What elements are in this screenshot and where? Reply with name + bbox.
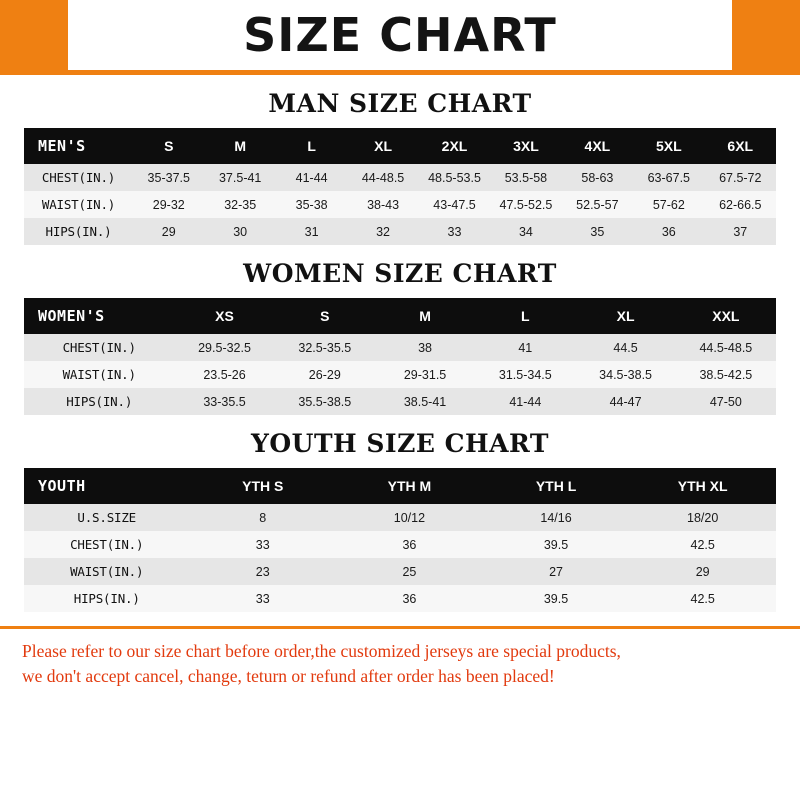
col-header: 4XL — [562, 128, 633, 164]
col-header: YTH S — [189, 468, 336, 504]
table-cell: 26-29 — [275, 361, 375, 388]
women-size-table — [24, 298, 776, 415]
table-cell: 37 — [705, 218, 776, 245]
table-cell: 10/12 — [336, 504, 483, 531]
col-header: MEN'S — [24, 128, 133, 164]
table-row — [24, 585, 776, 612]
col-header: 3XL — [490, 128, 561, 164]
footer-note-line-2: we don't accept cancel, change, teturn or refund after order has been placed! — [22, 666, 555, 687]
table-cell: 33 — [189, 531, 336, 558]
table-cell: 23.5-26 — [174, 361, 274, 388]
table-cell: 8 — [189, 504, 336, 531]
col-header: WOMEN'S — [24, 298, 174, 334]
section-title-youth: YOUTH SIZE CHART — [251, 429, 549, 458]
table-cell: 34.5-38.5 — [575, 361, 675, 388]
table-cell: 33 — [419, 218, 490, 245]
section-youth — [0, 429, 800, 612]
footer-note-line-1: Please refer to our size chart before order,the customized jerseys are special products, — [22, 641, 621, 661]
table-cell: 47-50 — [676, 388, 776, 415]
table-cell: 27 — [483, 558, 630, 585]
table-cell: 42.5 — [629, 585, 776, 612]
table-cell: 32.5-35.5 — [275, 334, 375, 361]
footer-note — [0, 629, 800, 690]
table-cell: 29 — [629, 558, 776, 585]
table-cell: 33 — [189, 585, 336, 612]
table-cell: 44.5-48.5 — [676, 334, 776, 361]
table-row — [24, 558, 776, 585]
table-row — [24, 334, 776, 361]
col-header: S — [133, 128, 204, 164]
col-header: 2XL — [419, 128, 490, 164]
table-cell: 32 — [347, 218, 418, 245]
table-cell: 48.5-53.5 — [419, 164, 490, 191]
table-cell: 31 — [276, 218, 347, 245]
row-header: CHEST(IN.) — [24, 164, 133, 191]
col-header: L — [276, 128, 347, 164]
table-cell: 31.5-34.5 — [475, 361, 575, 388]
table-cell: 41-44 — [276, 164, 347, 191]
row-header: HIPS(IN.) — [24, 218, 133, 245]
banner-center — [68, 0, 732, 70]
col-header: 5XL — [633, 128, 704, 164]
col-header: YOUTH — [24, 468, 189, 504]
table-cell: 67.5-72 — [705, 164, 776, 191]
table-header-row — [24, 298, 776, 334]
table-cell: 57-62 — [633, 191, 704, 218]
table-cell: 34 — [490, 218, 561, 245]
table-cell: 63-67.5 — [633, 164, 704, 191]
row-header: WAIST(IN.) — [24, 191, 133, 218]
table-row — [24, 191, 776, 218]
table-cell: 29-32 — [133, 191, 204, 218]
row-header: CHEST(IN.) — [24, 334, 174, 361]
table-cell: 36 — [336, 585, 483, 612]
table-cell: 35-37.5 — [133, 164, 204, 191]
col-header: XS — [174, 298, 274, 334]
table-cell: 23 — [189, 558, 336, 585]
table-cell: 44-48.5 — [347, 164, 418, 191]
table-cell: 52.5-57 — [562, 191, 633, 218]
banner-divider — [0, 70, 800, 75]
table-cell: 47.5-52.5 — [490, 191, 561, 218]
row-header: CHEST(IN.) — [24, 531, 189, 558]
row-header: U.S.SIZE — [24, 504, 189, 531]
table-cell: 62-66.5 — [705, 191, 776, 218]
table-row — [24, 164, 776, 191]
table-cell: 18/20 — [629, 504, 776, 531]
col-header: M — [375, 298, 475, 334]
table-cell: 38 — [375, 334, 475, 361]
table-cell: 29-31.5 — [375, 361, 475, 388]
section-title-men: MAN SIZE CHART — [268, 89, 532, 118]
table-header-row — [24, 128, 776, 164]
men-size-table — [24, 128, 776, 245]
table-row — [24, 531, 776, 558]
table-cell: 39.5 — [483, 531, 630, 558]
table-header-row — [24, 468, 776, 504]
table-cell: 35.5-38.5 — [275, 388, 375, 415]
row-header: WAIST(IN.) — [24, 361, 174, 388]
table-cell: 44-47 — [575, 388, 675, 415]
col-header: YTH XL — [629, 468, 776, 504]
col-header: L — [475, 298, 575, 334]
section-men — [0, 89, 800, 245]
table-row — [24, 361, 776, 388]
youth-size-table — [24, 468, 776, 612]
table-cell: 32-35 — [204, 191, 275, 218]
col-header: S — [275, 298, 375, 334]
table-cell: 58-63 — [562, 164, 633, 191]
table-row — [24, 388, 776, 415]
table-cell: 29 — [133, 218, 204, 245]
col-header: YTH M — [336, 468, 483, 504]
col-header: 6XL — [705, 128, 776, 164]
table-cell: 53.5-58 — [490, 164, 561, 191]
row-header: WAIST(IN.) — [24, 558, 189, 585]
col-header: XL — [575, 298, 675, 334]
section-women — [0, 259, 800, 415]
table-cell: 39.5 — [483, 585, 630, 612]
banner-left-accent — [0, 0, 68, 70]
table-cell: 29.5-32.5 — [174, 334, 274, 361]
banner — [0, 0, 800, 70]
table-cell: 41-44 — [475, 388, 575, 415]
table-cell: 14/16 — [483, 504, 630, 531]
table-cell: 41 — [475, 334, 575, 361]
row-header: HIPS(IN.) — [24, 585, 189, 612]
table-cell: 43-47.5 — [419, 191, 490, 218]
row-header: HIPS(IN.) — [24, 388, 174, 415]
table-cell: 38.5-42.5 — [676, 361, 776, 388]
table-cell: 36 — [336, 531, 483, 558]
table-cell: 35 — [562, 218, 633, 245]
table-cell: 36 — [633, 218, 704, 245]
table-cell: 30 — [204, 218, 275, 245]
table-cell: 37.5-41 — [204, 164, 275, 191]
table-cell: 38.5-41 — [375, 388, 475, 415]
banner-right-accent — [732, 0, 800, 70]
col-header: XL — [347, 128, 418, 164]
table-row — [24, 504, 776, 531]
col-header: YTH L — [483, 468, 630, 504]
col-header: M — [204, 128, 275, 164]
table-cell: 35-38 — [276, 191, 347, 218]
table-cell: 38-43 — [347, 191, 418, 218]
table-row — [24, 218, 776, 245]
table-cell: 25 — [336, 558, 483, 585]
table-cell: 44.5 — [575, 334, 675, 361]
col-header: XXL — [676, 298, 776, 334]
page-title: SIZE CHART — [243, 8, 557, 62]
table-cell: 42.5 — [629, 531, 776, 558]
section-title-women: WOMEN SIZE CHART — [243, 259, 557, 288]
table-cell: 33-35.5 — [174, 388, 274, 415]
